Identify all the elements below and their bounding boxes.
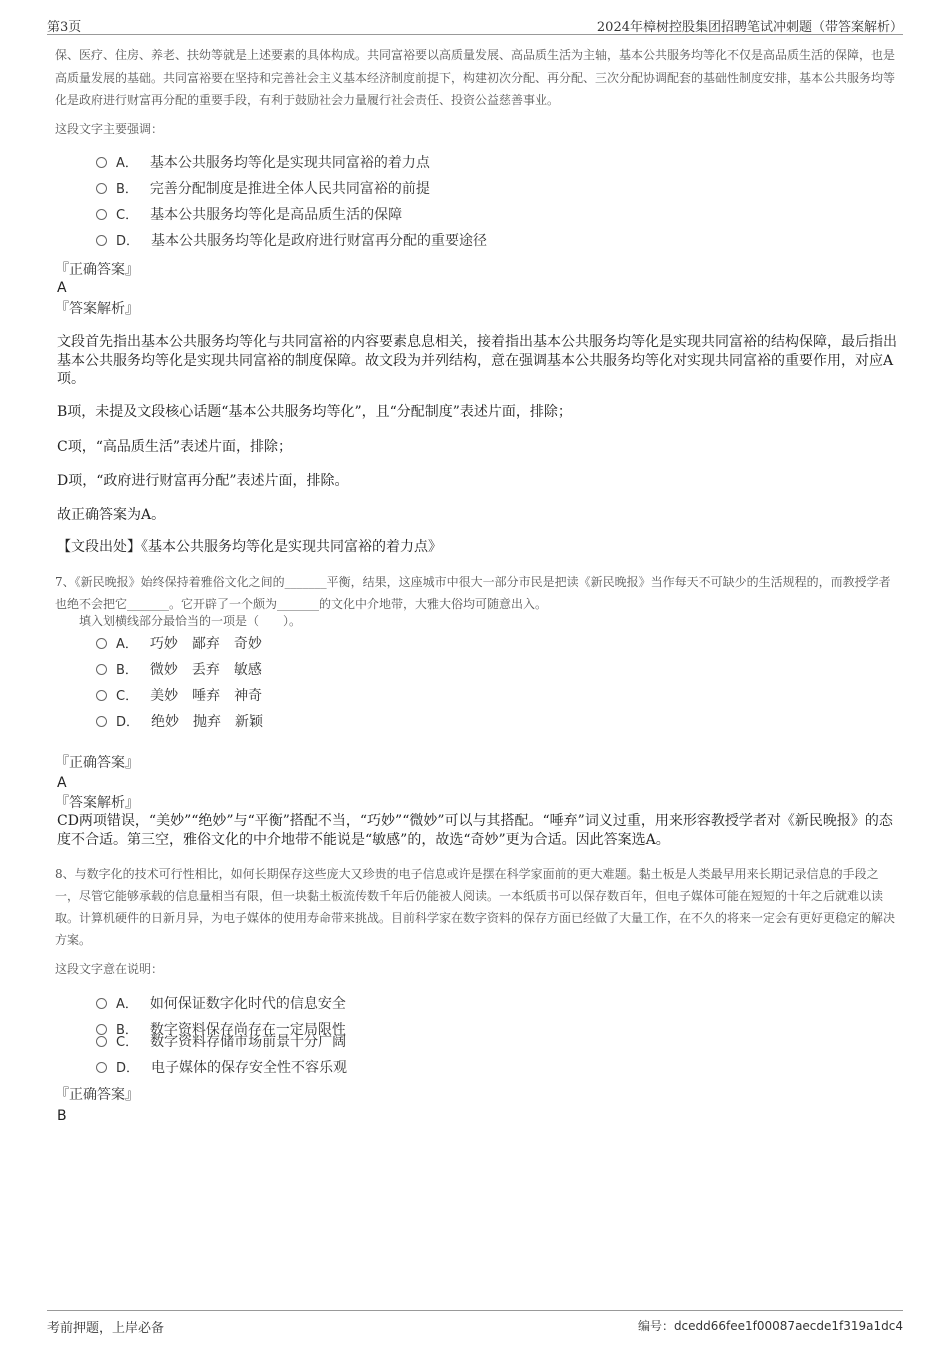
q6-analysis-conclusion: 故正确答案为A。 [57, 507, 166, 523]
radio-icon[interactable] [96, 1062, 107, 1073]
radio-icon[interactable] [96, 690, 107, 701]
radio-icon[interactable] [96, 235, 107, 246]
q8-option-a[interactable]: A． 如何保证数字化时代的信息安全 [96, 994, 346, 1014]
q6-source: 【文段出处】《基本公共服务均等化是实现共同富裕的着力点》 [57, 539, 442, 555]
q6-analysis-c: C项，“高品质生活”表述片面，排除； [57, 439, 293, 455]
q6-option-d[interactable]: D． 基本公共服务均等化是政府进行财富再分配的重要途径 [96, 231, 487, 251]
q6-analysis-main: 文段首先指出基本公共服务均等化与共同富裕的内容要素息息相关，接着指出基本公共服务均等化是实现共同富裕的结构保障，最后指出基本公共服务均等化是实现共同富裕的制度保障。故文段为并列结构，意在强调基本公共服务均等化对实现共同富裕的重要作用，对应A项。 [57, 334, 897, 387]
q6-analysis-label: 『答案解析』 [55, 301, 139, 317]
radio-icon[interactable] [96, 157, 107, 168]
q7-stem: 7、《新民晚报》始终保持着雅俗文化之间的_______平衡，结果，这座城市中很大一部分市民是把读《新民晚报》当作每天不可缺少的生活规程的，而教授学者也绝不会把它_______。它开辟了一个颇为_______的文化中介地带，大雅大俗均可随意出入。 [55, 575, 891, 611]
footer-code: 编号：dcedd66fee1f00087aecde1f319a1dc4 [637, 1319, 903, 1333]
q6-analysis-b: B项，未提及文段核心话题“基本公共服务均等化”，且“分配制度”表述片面，排除； [57, 404, 572, 420]
q6-option-b[interactable]: B． 完善分配制度是推进全体人民共同富裕的前提 [96, 179, 430, 199]
q7-option-d[interactable]: D． 绝妙 抛弃 新颖 [96, 712, 263, 732]
q8-answer-label: 『正确答案』 [55, 1087, 139, 1103]
q7-answer: A [57, 775, 67, 791]
q7-prompt: 填入划横线部分最恰当的一项是（ ）。 [79, 614, 302, 628]
radio-icon[interactable] [96, 638, 107, 649]
page-footer [47, 1310, 903, 1335]
q8-stem: 8、与数字化的技术可行性相比，如何长期保存这些庞大又珍贵的电子信息或许是摆在科学家面前的更大难题。黏土板是人类最早用来长期记录信息的手段之一，尽管它能够承载的信息量相当有限，但一块黏土板流传数千年后仍能被人阅读。一本纸质书可以保存数百年，但电子媒体可能在短短的十年之后就难以读取。计算机硬件的日新月异，为电子媒体的使用寿命带来挑战。目前科学家在数字资料的保存方面已经做了大量工作，在不久的将来一定会有更好更稳定的解决方案。 [55, 867, 896, 947]
q6-analysis-d: D项，“政府进行财富再分配”表述片面，排除。 [57, 473, 349, 489]
q6-answer: A [57, 280, 67, 296]
page-number: 第3页 [47, 20, 82, 35]
q7-option-a[interactable]: A． 巧妙 鄙弃 奇妙 [96, 634, 262, 654]
radio-icon[interactable] [96, 183, 107, 194]
radio-icon[interactable] [96, 209, 107, 220]
q8-answer: B [57, 1108, 67, 1124]
radio-icon[interactable] [96, 1036, 107, 1047]
radio-icon[interactable] [96, 998, 107, 1009]
q6-prompt: 这段文字主要强调： [55, 122, 164, 136]
q8-option-d[interactable]: D． 电子媒体的保存安全性不容乐观 [96, 1058, 347, 1078]
q7-answer-label: 『正确答案』 [55, 755, 139, 771]
document-title: 2024年樟树控股集团招聘笔试冲刺题（带答案解析） [596, 20, 903, 35]
q6-option-c[interactable]: C． 基本公共服务均等化是高品质生活的保障 [96, 205, 402, 225]
q7-option-b[interactable]: B． 微妙 丢弃 敏感 [96, 660, 262, 680]
q6-answer-label: 『正确答案』 [55, 262, 139, 278]
page-header [47, 14, 903, 35]
q6-option-a[interactable]: A． 基本公共服务均等化是实现共同富裕的着力点 [96, 153, 430, 173]
q8-prompt: 这段文字意在说明： [55, 962, 164, 976]
q7-option-c[interactable]: C． 美妙 唾弃 神奇 [96, 686, 262, 706]
q8-option-c[interactable]: C． 数字资料存储市场前景十分广阔 [96, 1032, 346, 1052]
q6-passage: 保、医疗、住房、养老、扶幼等就是上述要素的具体构成。共同富裕要以高质量发展、高品质生活为主轴，基本公共服务均等化不仅是高品质生活的保障，也是高质量发展的基础。共同富裕要在坚持和完善社会主义基本经济制度前提下，构建初次分配、再分配、三次分配协调配套的基础性制度安排，基本公共服务均等化是政府进行财富再分配的重要手段，有利于鼓励社会力量履行社会责任、投资公益慈善事业。 [55, 48, 896, 107]
q8-option-b[interactable]: B． 数字资料保存尚存在一定局限性 [96, 1020, 346, 1040]
radio-icon[interactable] [96, 716, 107, 727]
radio-icon[interactable] [96, 664, 107, 675]
q7-analysis-label: 『答案解析』 [55, 795, 139, 811]
footer-slogan: 考前押题，上岸必备 [47, 1321, 165, 1336]
q7-analysis: CD两项错误，“美妙”“绝妙”与“平衡”搭配不当，“巧妙”“微妙”可以与其搭配。“唾弃”词义过重，用来形容教授学者对《新民晚报》的态度不合适。第三空，雅俗文化的中介地带不能说是“敏感”的，故选“奇妙”更为合适。因此答案选A。 [57, 813, 893, 848]
